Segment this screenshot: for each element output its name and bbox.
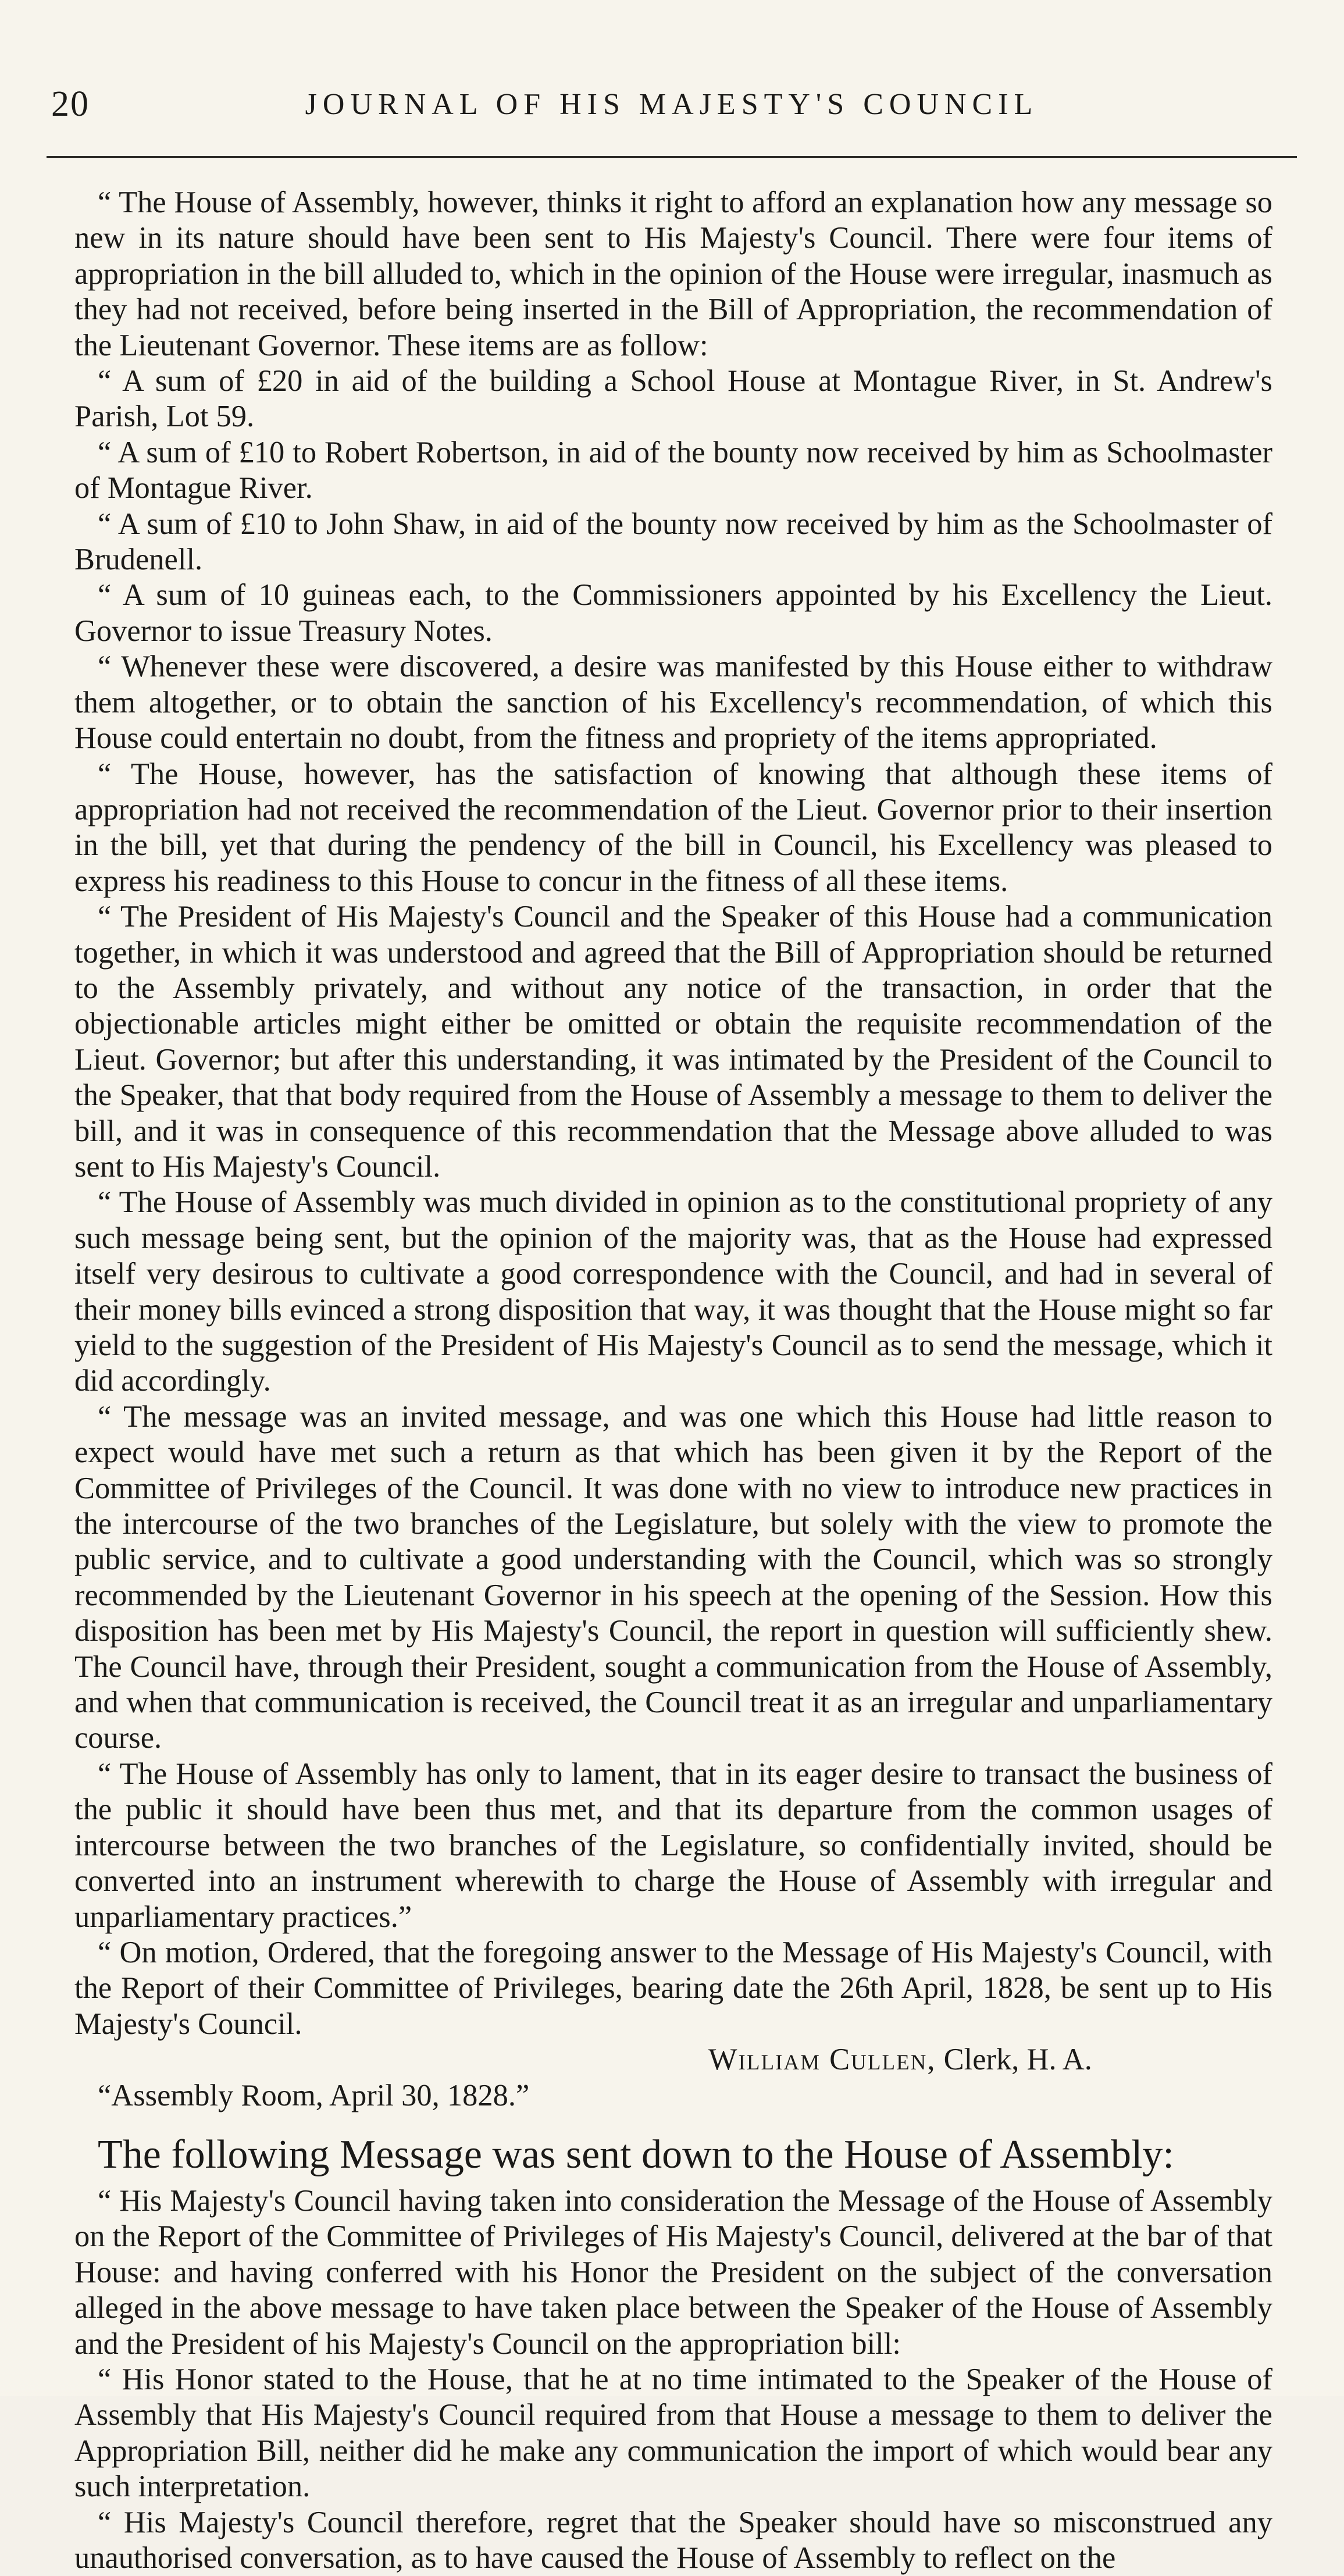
- section-heading: The following Message was sent down to the House of Assembly:: [98, 2132, 1174, 2177]
- page-body: [74, 185, 1272, 2576]
- date-line: “Assembly Room, April 30, 1828.”: [98, 2078, 530, 2112]
- paragraph-explanation: “ The House of Assembly, however, thinks it right to afford an explanation how any message so new in its nature should have been sent to His Majesty's Council. There were four items of appropriation in the bill alluded to, which in the opinion of the House were irregular, inasmuch as they had not received, before being inserted in the Bill of Appropriation, the recommendation of the Lieutenant Governor. These items are as follow:: [74, 186, 1272, 362]
- paragraph-item-shaw: “ A sum of £10 to John Shaw, in aid of the bounty now received by him as the Schoolmaster of Brudenell.: [74, 507, 1272, 577]
- page-number: 20: [51, 84, 90, 124]
- paragraph-invited-message: “ The message was an invited message, and was one which this House had little reason to expect would have met such a return as that which has been given it by the Report of the Committee of Privileges of the Council. It was done with no view to introduce new practices in the intercourse of the two branches of the Legislature, but solely with the view to promote the public service, and to cultivate a good understanding with the Council, which was so strongly recommended by the Lieutenant Governor in his speech at the opening of the Session. How this disposition has been met by His Majesty's Council, the report in question will sufficiently shew. The Council have, through their President, sought a communication from the House of Assembly, and when that communication is received, the Council treat it as an irregular and unparliamentary course.: [74, 1399, 1272, 1755]
- paragraph-council-consideration: “ His Majesty's Council having taken into consideration the Message of the House of Assembly on the Report of the Committee of Privileges of His Majesty's Council, delivered at the bar of that House: and having conferred with his Honor the President on the subject of the conversation alleged in the above message to have taken place between the Speaker of the House of Assembly and the President of his Majesty's Council on the appropriation bill:: [74, 2183, 1272, 2361]
- paragraph-president-speaker: “ The President of His Majesty's Council and the Speaker of this House had a communication together, in which it was understood and agreed that the Bill of Appropriation should be returned to the Assembly privately, and without any notice of the transaction, in order that the objectionable articles might either be omitted or obtain the requisite recommendation of the Lieut. Governor; but after this understanding, it was intimated by the President of the Council to the Speaker, that that body required from the House of Assembly a message to them to deliver the bill, and it was in consequence of this recommendation that the Message above alluded to was sent to His Majesty's Council.: [74, 900, 1272, 1184]
- signature-name: William Cullen,: [708, 2043, 936, 2077]
- paragraph-divided-opinion: “ The House of Assembly was much divided in opinion as to the constitutional propriety of any such message being sent, but the opinion of the majority was, that as the House had expressed itself very desirous to cultivate a good correspondence with the Council, and had in several of their money bills evinced a strong disposition that way, it was thought that the House might so far yield to the suggestion of the President of His Majesty's Council as to send the message, which it did accordingly.: [74, 1185, 1272, 1398]
- paragraph-honor-stated: “ His Honor stated to the House, that he at no time intimated to the Speaker of the House of Assembly that His Majesty's Council required from that House a message to them to deliver the Appropriation Bill, neither did he make any communication the import of which would bear any such interpretation.: [74, 2362, 1272, 2504]
- paragraph-council-regret: “ His Majesty's Council therefore, regret that the Speaker should have so misconstrued any unauthorised conversation, as to have caused the House of Assembly to reflect on the: [74, 2505, 1272, 2575]
- signature-title: Clerk, H. A.: [943, 2043, 1092, 2077]
- paragraph-desire-withdraw: “ Whenever these were discovered, a desire was manifested by this House either to withdraw them altogether, or to obtain the sanction of his Excellency's recommendation, of which this House could entertain no doubt, from the fitness and propriety of the items appropriated.: [74, 650, 1272, 756]
- paragraph-item-commissioners: “ A sum of 10 guineas each, to the Commissioners appointed by his Excellency the Lieut. Governor to issue Treasury Notes.: [74, 578, 1272, 648]
- header-rule: [47, 156, 1297, 158]
- page-header: [47, 70, 1297, 134]
- running-title: JOURNAL OF HIS MAJESTY'S COUNCIL: [305, 88, 1039, 121]
- paragraph-item-robertson: “ A sum of £10 to Robert Robertson, in aid of the bounty now received by him as Schoolmaster of Montague River.: [74, 435, 1272, 505]
- paragraph-lament: “ The House of Assembly has only to lament, that in its eager desire to transact the business of the public it should have been thus met, and that its departure from the common usages of intercourse between the two branches of the Legislature, so confidentially invited, should be converted into an instrument wherewith to charge the House of Assembly with irregular and unparliamentary practices.”: [74, 1756, 1272, 1934]
- paragraph-item-school-house: “ A sum of £20 in aid of the building a School House at Montague River, in St. Andrew's Parish, Lot 59.: [74, 364, 1272, 434]
- paragraph-motion-ordered: “ On motion, Ordered, that the foregoing answer to the Message of His Majesty's Council, with the Report of their Committee of Privileges, bearing date the 26th April, 1828, be sent up to His Majesty's Council.: [74, 1935, 1272, 2041]
- signature-line: [74, 2042, 1272, 2078]
- paragraph-satisfaction: “ The House, however, has the satisfaction of knowing that although these items of appropriation had not received the recommendation of the Lieut. Governor prior to their insertion in the bill, yet that during the pendency of the bill in Council, his Excellency was pleased to express his readiness to this House to concur in the fitness of all these items.: [74, 757, 1272, 898]
